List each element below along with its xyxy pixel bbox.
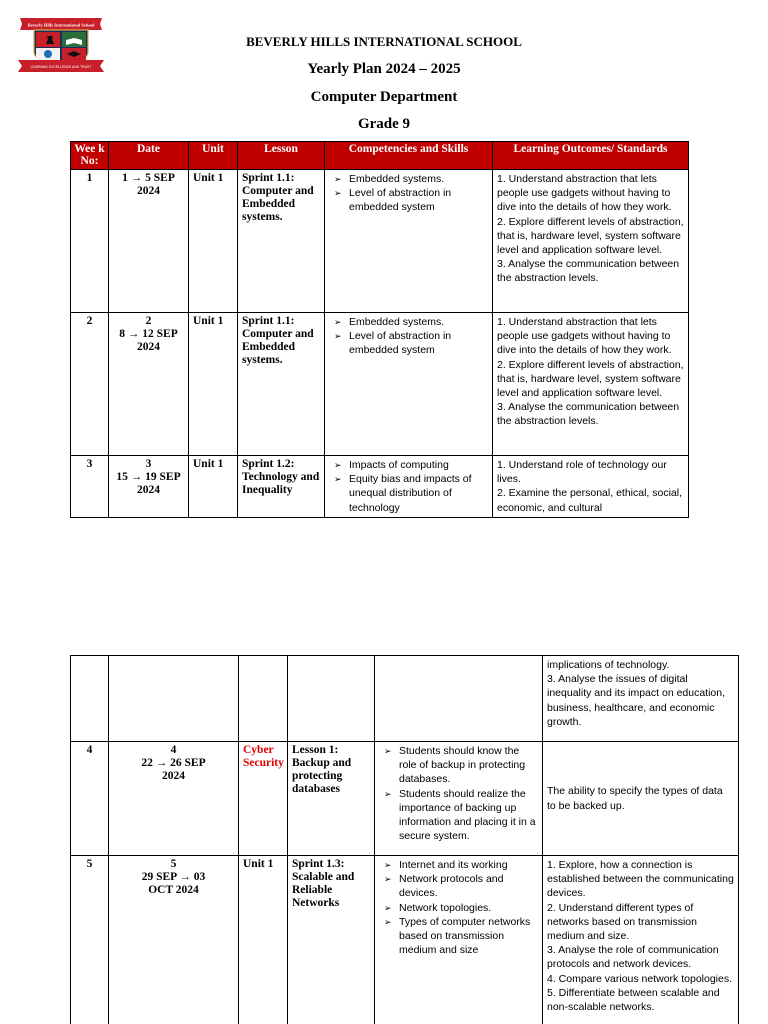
competency-text: Level of abstraction in embedded system <box>349 330 452 357</box>
date-line: 2 <box>145 315 152 327</box>
col-header-week: Wee k No: <box>71 142 109 170</box>
date-line: 4 <box>170 744 177 756</box>
outcome-line: 3. Analyse the role of communication protocols and network devices. <box>547 944 719 971</box>
lesson-cell <box>288 656 375 742</box>
competency-text: Embedded systems. <box>349 173 445 185</box>
outcome-line: 3. Analyse the issues of digital inequality and its impact on education, business, healthcare, and economic growth. <box>547 673 726 728</box>
date-line: 8 → 12 SEP <box>119 328 178 340</box>
unit-cell: Unit 1 <box>239 856 288 1024</box>
competency-text: Equity bias and impacts of unequal distribution of technology <box>349 473 472 514</box>
arrow-bullet-icon: ➢ <box>334 474 342 485</box>
outcomes-cell <box>493 170 689 313</box>
date-cell <box>109 170 189 313</box>
outcome-line: 1. Understand abstraction that lets people use gadgets without having to dive into the details of how they work. <box>497 316 672 357</box>
table-row <box>71 656 739 742</box>
date-cell <box>109 656 239 742</box>
col-header-competencies: Competencies and Skills <box>325 142 493 170</box>
competency-item <box>331 458 488 472</box>
date-cell <box>109 856 239 1024</box>
competency-item <box>331 329 488 357</box>
arrow-bullet-icon: ➢ <box>384 788 392 799</box>
outcomes-cell <box>543 856 739 1024</box>
competencies-cell <box>325 170 493 313</box>
lesson-cell: Sprint 1.1: Computer and Embedded systems. <box>238 313 325 456</box>
outcome-line: 1. Explore, how a connection is established between the communicating devices. <box>547 859 734 900</box>
outcomes-cell <box>543 656 739 742</box>
outcome-line: 4. Compare various network topologies. <box>547 972 733 985</box>
yearly-plan-table <box>70 141 689 518</box>
yearly-plan-table-continued <box>70 655 739 1024</box>
competency-text: Network topologies. <box>399 901 492 914</box>
week-cell: 4 <box>71 742 109 856</box>
table-body <box>71 170 689 518</box>
arrow-bullet-icon: ➢ <box>334 188 342 199</box>
table-row <box>71 856 739 1024</box>
arrow-bullet-icon: ➢ <box>384 916 392 927</box>
arrow-bullet-icon: ➢ <box>334 460 342 470</box>
competency-item <box>331 186 488 214</box>
grade-title: Grade 9 <box>357 116 411 132</box>
competency-text: Network protocols and devices. <box>399 873 504 900</box>
unit-cell: Unit 1 <box>189 313 238 456</box>
outcome-line: 2. Explore different levels of abstraction, that is, hardware level, system software level and application software level. <box>497 215 684 257</box>
school-name: BEVERLY HILLS INTERNATIONAL SCHOOL <box>246 34 522 49</box>
department-title: Computer Department <box>310 89 458 105</box>
date-line: 2024 <box>137 185 160 197</box>
arrow-bullet-icon: ➢ <box>384 874 392 885</box>
competencies-cell <box>325 313 493 456</box>
date-line: 22 → 26 SEP <box>141 757 206 769</box>
unit-cell <box>239 656 288 742</box>
date-cell <box>109 313 189 456</box>
outcome-line: 1. Understand role of technology our lives. <box>497 459 667 486</box>
outcome-line: implications of technology. <box>547 659 670 671</box>
col-header-unit: Unit <box>189 142 238 170</box>
table-row <box>71 170 689 313</box>
competency-item <box>331 315 488 329</box>
table-row <box>71 313 689 456</box>
date-line: 1 → 5 SEP <box>122 172 175 184</box>
arrow-bullet-icon: ➢ <box>334 174 342 184</box>
col-header-lesson: Lesson <box>238 142 325 170</box>
competency-text: Embedded systems. <box>349 316 445 328</box>
lesson-cell: Sprint 1.3: Scalable and Reliable Networks <box>288 856 375 1024</box>
week-cell: 2 <box>71 313 109 456</box>
week-cell: 3 <box>71 456 109 518</box>
date-line: 5 <box>170 858 177 870</box>
date-line: 2024 <box>137 484 160 496</box>
competency-text: Internet and its working <box>399 859 508 871</box>
competency-item <box>381 872 538 900</box>
outcome-line: The ability to specify the types of data to be backed up. <box>547 785 723 812</box>
week-cell: 5 <box>71 856 109 1024</box>
competency-item <box>331 172 488 186</box>
unit-cell: Unit 1 <box>189 170 238 313</box>
competencies-cell <box>375 856 543 1024</box>
outcomes-cell <box>493 456 689 518</box>
week-cell <box>71 656 109 742</box>
competencies-cell <box>325 456 493 518</box>
competency-item <box>381 915 538 958</box>
competency-item <box>381 787 538 844</box>
arrow-bullet-icon: ➢ <box>384 902 392 913</box>
arrow-bullet-icon: ➢ <box>384 746 392 756</box>
col-header-date: Date <box>109 142 189 170</box>
lesson-cell: Sprint 1.2: Technology and Inequality <box>238 456 325 518</box>
col-header-outcomes: Learning Outcomes/ Standards <box>493 142 689 170</box>
table-header-row <box>71 142 689 170</box>
outcome-line: 3. Analyse the communication between the abstraction levels. <box>497 258 680 285</box>
lesson-cell: Sprint 1.1: Computer and Embedded systems. <box>238 170 325 313</box>
outcomes-cell <box>493 313 689 456</box>
unit-cell: Cyber Security <box>239 742 288 856</box>
competency-text: Types of computer networks based on transmission medium and size <box>399 915 531 957</box>
arrow-bullet-icon: ➢ <box>334 331 342 342</box>
competency-text: Students should know the role of backup in protecting databases. <box>399 745 526 786</box>
date-line: 2024 <box>137 341 160 353</box>
competencies-cell <box>375 742 543 856</box>
competencies-cell <box>375 656 543 742</box>
outcome-line: 1. Understand abstraction that lets people use gadgets without having to dive into the details of how they work. <box>497 173 672 214</box>
date-line: 29 SEP → 03 <box>141 871 206 883</box>
lesson-cell: Lesson 1: Backup and protecting databases <box>288 742 375 856</box>
competency-text: Level of abstraction in embedded system <box>349 187 452 214</box>
competency-text: Impacts of computing <box>349 459 449 471</box>
table-body-continued <box>71 656 739 1024</box>
competency-item <box>381 744 538 787</box>
competency-item <box>331 472 488 515</box>
date-line: 15 → 19 SEP <box>116 471 181 483</box>
logo-motto-text: LEARNING EXCELLENCE AND TRUST <box>30 65 92 69</box>
date-cell <box>109 742 239 856</box>
outcome-line: 2. Understand different types of networks based on transmission medium and size. <box>547 901 697 943</box>
competency-item <box>381 858 538 872</box>
competency-text: Students should realize the importance of backing up information and placing it in a secure system. <box>399 787 536 843</box>
outcomes-cell <box>543 742 739 856</box>
outcome-line: 2. Explore different levels of abstraction, that is, hardware level, system software level and application software level. <box>497 358 684 400</box>
table-row <box>71 456 689 518</box>
competency-item <box>381 901 538 915</box>
date-line: OCT 2024 <box>148 884 199 896</box>
outcome-line: 5. Differentiate between scalable and non-scalable networks. <box>547 986 720 1014</box>
date-line: 3 <box>145 458 152 470</box>
date-cell <box>109 456 189 518</box>
date-line: 2024 <box>162 770 185 782</box>
arrow-bullet-icon: ➢ <box>384 860 392 870</box>
unit-cell: Unit 1 <box>189 456 238 518</box>
plan-title: Yearly Plan 2024 – 2025 <box>307 61 461 77</box>
outcome-line: 2. Examine the personal, ethical, social, economic, and cultural <box>497 487 683 514</box>
table-row <box>71 742 739 856</box>
logo-banner-text: Beverly Hills International School <box>27 22 95 28</box>
week-cell: 1 <box>71 170 109 313</box>
arrow-bullet-icon: ➢ <box>334 317 342 327</box>
outcome-line: 3. Analyse the communication between the abstraction levels. <box>497 401 680 428</box>
